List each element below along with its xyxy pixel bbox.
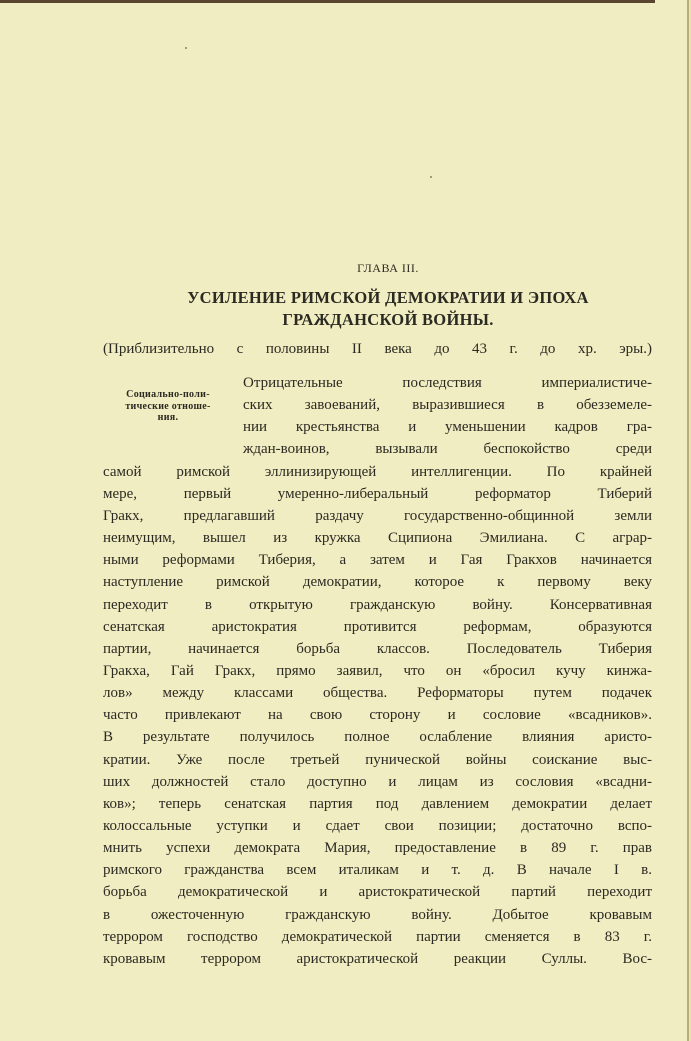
margin-note-line: тические отноше- (125, 400, 211, 412)
body-line: мнить успехи демократа Мария, предоставление в 89 г. прав (103, 840, 652, 857)
body-line: часто привлекают на свою сторону и сословие «всадников». (103, 707, 652, 724)
body-line: переходит в открытую гражданскую войну. Консервативная (103, 596, 652, 613)
body-line: В результате получилось полное ослабление влияния аристо- (103, 729, 652, 746)
margin-note-line: Социально-поли- (126, 389, 210, 400)
chapter-title-line-1: УСИЛЕНИЕ РИМСКОЙ ДЕМОКРАТИИ И ЭПОХА (187, 288, 589, 307)
scan-top-edge (0, 0, 655, 3)
body-line: римского гражданства всем италикам и т. д. В начале I в. (103, 862, 652, 879)
body-line: террором господство демократической партии сменяется в 83 г. (103, 928, 652, 945)
body-line: ждан-воинов, вызывали беспокойство среди (243, 441, 652, 458)
body-line: наступление римской демократии, которое к первому веку (103, 574, 652, 591)
body-line: ских завоеваний, выразившиеся в обезземеле- (243, 397, 652, 414)
chapter-label: ГЛАВА III. (357, 261, 419, 275)
body-line: кратии. Уже после третьей пунической войны соискание выс- (103, 751, 652, 768)
body-line: сенатская аристократия противится реформам, образуются (103, 618, 652, 635)
margin-note-line: ния. (157, 412, 179, 423)
chapter-title-line-2: ГРАЖДАНСКОЙ ВОЙНЫ. (282, 310, 494, 329)
body-line: самой римской эллинизирующей интеллигенции. По крайней (103, 463, 652, 480)
chapter-subtitle: (Приблизительно с половины II века до 43 г. до хр. эры.) (103, 341, 652, 357)
body-line: ков»; теперь сенатская партия под давлением демократии делает (103, 795, 652, 812)
body-line: в ожесточенную гражданскую войну. Добытое кровавым (103, 906, 652, 923)
body-line: нии крестьянства и уменьшении кадров гра- (243, 419, 652, 436)
body-line: Отрицательные последствия империалистиче- (243, 375, 652, 391)
scan-speck (430, 176, 432, 178)
body-line: неимущим, вышел из кружка Сципиона Эмилиана. С аграр- (103, 530, 652, 547)
scan-speck (185, 47, 187, 49)
body-line: борьба демократической и аристократической партий переходит (103, 884, 652, 901)
body-line: лов» между классами общества. Реформаторы путем подачек (103, 685, 652, 702)
body-line: ными реформами Тиберия, а затем и Гая Гракхов начинается (103, 552, 652, 569)
body-line: мере, первый умеренно-либеральный реформатор Тиберий (103, 485, 652, 502)
body-line: ших должностей стало доступно и лицам из сословия «всадни- (103, 773, 652, 790)
body-line: Гракха, Гай Гракх, прямо заявил, что он «бросил кучу кинжа- (103, 662, 652, 679)
body-line: Гракх, предлагавший раздачу государственно-общинной земли (103, 507, 652, 524)
body-line: партии, начинается борьба классов. Последователь Тиберия (103, 640, 652, 657)
body-line: колоссальные уступки и сдает свои позиции; достаточно вспо- (103, 818, 652, 834)
body-line: кровавым террором аристократической реакции Суллы. Вос- (103, 950, 652, 967)
margin-note (100, 389, 236, 424)
